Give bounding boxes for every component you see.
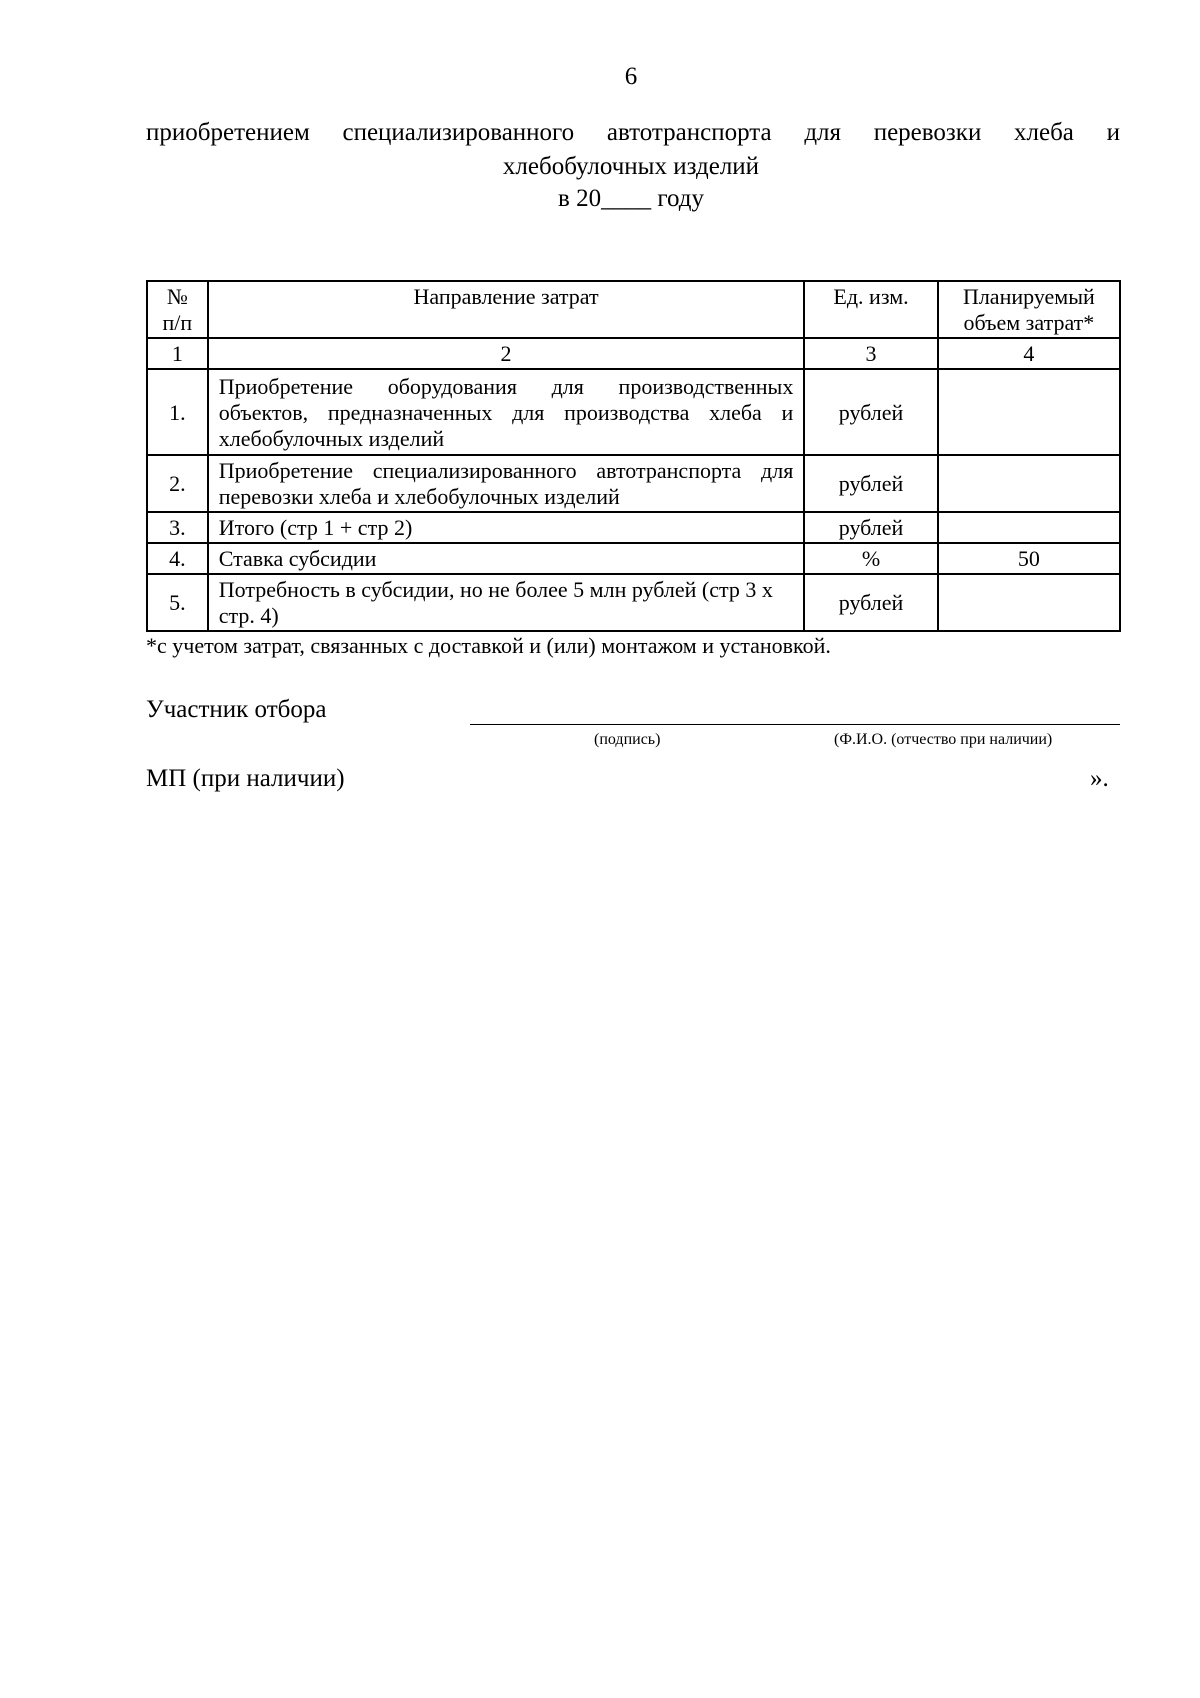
row-unit: %: [804, 543, 937, 574]
index-cell: 1: [147, 338, 208, 369]
row-direction: Потребность в субсидии, но не более 5 млн рублей (стр 3 х стр. 4): [208, 574, 805, 631]
costs-table: [146, 280, 1121, 632]
stamp-label: МП (при наличии): [146, 765, 345, 792]
table-header-row: [147, 281, 1120, 338]
header-volume: Планируемый объем затрат*: [938, 281, 1120, 338]
row-volume: 50: [938, 543, 1120, 574]
row-num: 2.: [147, 455, 208, 512]
row-num: 1.: [147, 369, 208, 455]
fio-caption: (Ф.И.О. (отчество при наличии): [834, 731, 1053, 748]
participant-label: Участник отбора: [146, 696, 327, 723]
row-num: 4.: [147, 543, 208, 574]
row-num: 5.: [147, 574, 208, 631]
table-row: [147, 369, 1120, 455]
index-cell: 3: [804, 338, 937, 369]
row-unit: рублей: [804, 512, 937, 543]
row-direction: Ставка субсидии: [208, 543, 805, 574]
header-direction: Направление затрат: [208, 281, 805, 338]
index-cell: 4: [938, 338, 1120, 369]
row-direction: Приобретение специализированного автотранспорта для перевозки хлеба и хлебобулочных изделий: [208, 455, 805, 512]
table-row: [147, 455, 1120, 512]
page-number: 6: [624, 63, 638, 90]
signature-line: [470, 724, 1120, 725]
footnote: *с учетом затрат, связанных с доставкой и (или) монтажом и установкой.: [146, 633, 831, 658]
table-index-row: [147, 338, 1120, 369]
title-line-1: приобретением специализированного автотранспорта для перевозки хлеба и: [146, 119, 1120, 146]
table-row: [147, 512, 1120, 543]
signature-caption: (подпись): [594, 731, 661, 748]
header-num: № п/п: [147, 281, 208, 338]
row-volume: [938, 455, 1120, 512]
closing-mark: ».: [1090, 765, 1109, 792]
row-num: 3.: [147, 512, 208, 543]
row-volume: [938, 512, 1120, 543]
row-volume: [938, 369, 1120, 455]
row-unit: рублей: [804, 574, 937, 631]
row-unit: рублей: [804, 369, 937, 455]
title-line-3: в 20____ году: [558, 185, 704, 212]
row-direction: Итого (стр 1 + стр 2): [208, 512, 805, 543]
row-unit: рублей: [804, 455, 937, 512]
table-row: [147, 574, 1120, 631]
index-cell: 2: [208, 338, 805, 369]
row-volume: [938, 574, 1120, 631]
header-unit: Ед. изм.: [804, 281, 937, 338]
title-line-2: хлебобулочных изделий: [502, 153, 760, 180]
table-row: [147, 543, 1120, 574]
row-direction: Приобретение оборудования для производственных объектов, предназначенных для производства хлеба и хлебобулочных изделий: [208, 369, 805, 455]
